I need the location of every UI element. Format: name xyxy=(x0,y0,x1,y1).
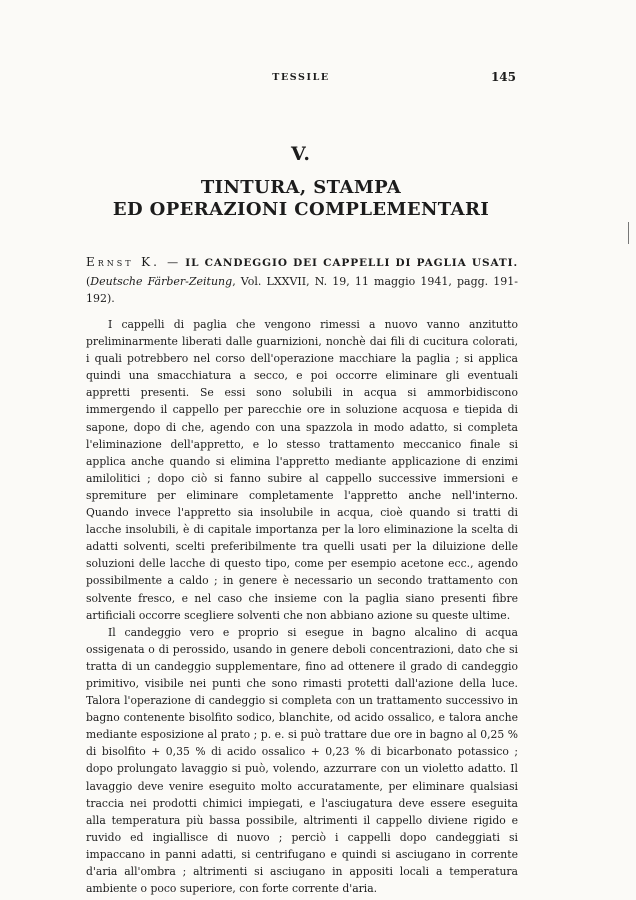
running-head-title: TESSILE xyxy=(272,72,330,83)
article-author: Ernst K. xyxy=(86,255,160,269)
running-head xyxy=(86,70,516,90)
chapter-title-line-2: ED OPERAZIONI COMPLEMENTARI xyxy=(112,199,490,220)
scan-edge-mark xyxy=(628,222,629,244)
article-heading xyxy=(86,254,518,308)
author-title-dash: — xyxy=(167,256,179,269)
source-details: , Vol. LXXVII, N. 19, 11 maggio 1941, pagg. 191-192). xyxy=(86,274,518,305)
page-number: 145 xyxy=(490,70,516,84)
chapter-title-line-1: TINTURA, STAMPA xyxy=(200,177,402,198)
chapter-number: V. xyxy=(290,143,312,165)
paragraph-1: I cappelli di paglia che vengono rimessi a nuovo vanno anzitutto preliminarmente liberati dalle guarnizioni, nonchè dai fili di cucitura colorati, i quali potrebbero nel corso dell'operazione macchiare la paglia ; si applica quindi una smacchiatura a secco, e poi occorre eliminare gli eventuali appretti presenti. Se essi sono solubili in acqua si ammorbidiscono immergendo il cappello per parecchie ore in soluzione acquosa e tiepida di sapone, dopo di che, agendo con una spazzola in modo adatto, si completa l'eliminazione dell'appretto, e lo stesso trattamento meccanico finale si applica anche quando si elimina l'appretto mediante applicazione di enzimi amilolitici ; dopo ciò si fanno subire al cappello successive immersioni e spremiture per eliminare completamente l'appretto anche nell'interno. Quando invece l'appretto sia insolubile in acqua, cioè quando si tratti di lacche insolubili, è di capitale importanza per la loro eliminazione la scelta di adatti solventi, scelti preferibilmente tra quelli usati per la diluizione delle soluzioni delle lacche di questo tipo, come per esempio acetone ecc., agendo possibilmente a caldo ; in genere è necessario un secondo trattamento con solvente fresco, e nel caso che insieme con la paglia siano presenti fibre artificiali occorre scegliere solventi che non abbiano azione su queste ultime. xyxy=(86,318,518,622)
source-journal: Deutsche Färber-Zeitung xyxy=(90,274,233,288)
paragraph-2: Il candeggio vero e proprio si esegue in bagno alcalino di acqua ossigenata o di perossido, usando in genere deboli concentrazioni, dato che si tratta di un candeggio supplementare, fino ad ottenere il grado di candeggio primitivo, visibile nei punti che sono rimasti protetti dall'azione della luce. Talora l'operazione di candeggio si completa con un trattamento successivo in bagno contenente bisolfito sodico, blanchite, od acido ossalico, e talora anche mediante esposizione al prato ; p. e. si può trattare due ore in bagno al 0,25 % di bisolfito + 0,35 % di acido ossalico + 0,23 % di bicarbonato potassico ; dopo prolungato lavaggio si può, volendo, azzurrare con un violetto adatto. Il lavaggio deve venire eseguito molto accuratamente, per eliminare qualsiasi traccia nei prodotti chimici impiegati, e l'asciugatura deve essere eseguita alla temperatura più bassa possibile, altrimenti il cappello diviene rigido e ruvido ed ingiallisce di nuovo ; perciò i cappelli dopo candeggiati si impaccano in panni adatti, si centrifugano e quindi si asciugano in corrente d'aria all'ombra ; altrimenti si asciugano in appositi locali a temperatura ambiente o poco superiore, con forte corrente d'aria. xyxy=(86,625,518,896)
article-title: IL CANDEGGIO DEI CAPPELLI DI PAGLIA USATI. xyxy=(185,257,519,269)
source-open-paren: ( xyxy=(86,274,91,288)
article-body xyxy=(86,316,518,897)
